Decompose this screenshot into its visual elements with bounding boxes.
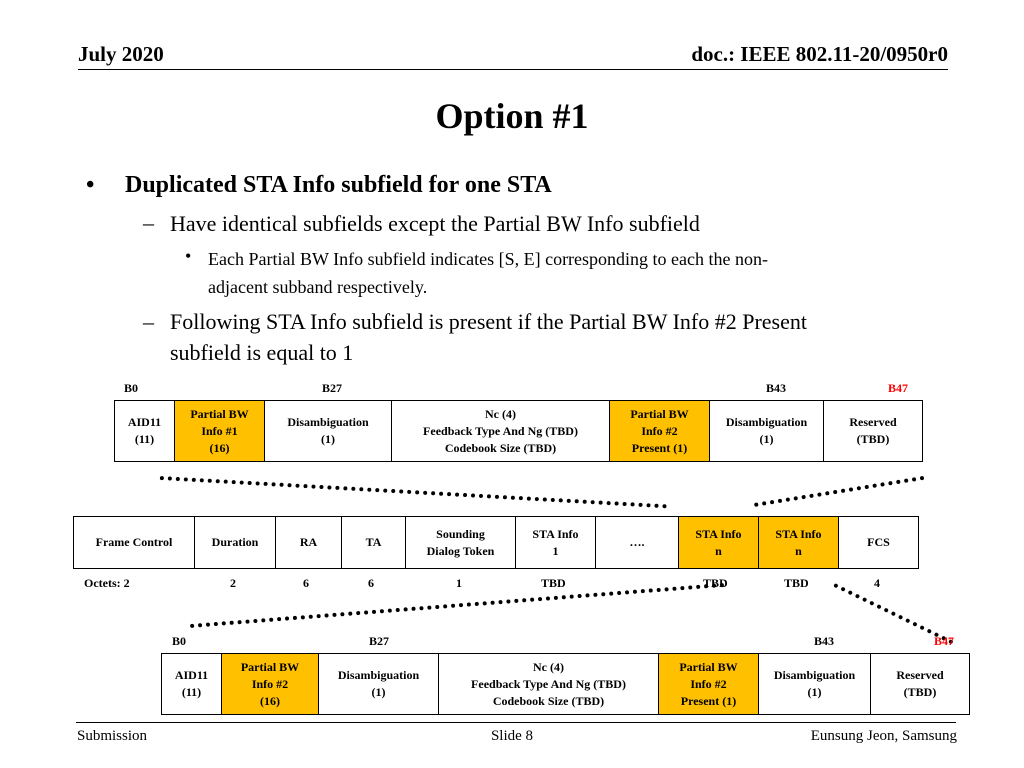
slide-title: Option #1 — [435, 96, 589, 136]
bullet-sub1-detail — [208, 245, 948, 301]
frame-field-sta-info-n-duplicate: STA Info n — [759, 517, 839, 569]
sta-info-top-row — [115, 401, 923, 462]
field-nc-feedback-codebook: Nc (4) Feedback Type And Ng (TBD) Codebook Size (TBD) — [439, 654, 659, 715]
octets-sounding: 1 — [456, 576, 462, 590]
octets-ra: 6 — [303, 576, 309, 590]
sta-info-table-top — [114, 400, 923, 462]
octets-sta-info-n-dup: TBD — [784, 576, 809, 590]
frame-field-ra: RA — [276, 517, 342, 569]
field-partial-bw-info-2-present: Partial BW Info #2 Present (1) — [659, 654, 759, 715]
sta-info-table-bottom — [161, 653, 970, 715]
connector-dotted-line — [160, 476, 667, 508]
field-aid11: AID11 (11) — [115, 401, 175, 462]
connector-dotted-line — [754, 476, 924, 507]
frame-field-ta: TA — [342, 517, 406, 569]
header-date: July 2020 — [78, 42, 164, 66]
bullet-sub1-detail-line1: Each Partial BW Info subfield indicates [S, E] corresponding to each the non- — [208, 249, 769, 269]
header-doc-id: doc.: IEEE 802.11-20/0950r0 — [691, 42, 948, 66]
octets-label: Octets: 2 — [84, 576, 130, 590]
frame-field-ellipsis: …. — [596, 517, 679, 569]
octets-ta: 6 — [368, 576, 374, 590]
frame-field-sta-info-1: STA Info 1 — [516, 517, 596, 569]
ndpa-frame-row — [74, 517, 919, 569]
field-reserved: Reserved (TBD) — [824, 401, 923, 462]
field-disambiguation-2: Disambiguation (1) — [710, 401, 824, 462]
footer-left: Submission — [77, 728, 148, 744]
bit-label-b0: B0 — [172, 634, 187, 648]
bit-label-b27: B27 — [369, 634, 390, 648]
octets-fcs: 4 — [874, 576, 880, 590]
field-partial-bw-info-2: Partial BW Info #2 (16) — [222, 654, 319, 715]
bit-label-b47: B47 — [888, 381, 909, 395]
bit-label-b0: B0 — [124, 381, 139, 395]
dash-icon: – — [143, 309, 154, 334]
bullet-sub2-line1: Following STA Info subfield is present if the Partial BW Info #2 Present — [170, 309, 807, 334]
bullet-small-icon: • — [185, 246, 192, 266]
bullet-sub2-line2: subfield is equal to 1 — [170, 340, 354, 365]
field-reserved: Reserved (TBD) — [871, 654, 970, 715]
field-partial-bw-info-1: Partial BW Info #1 (16) — [175, 401, 265, 462]
header-divider — [78, 69, 948, 70]
frame-field-fcs: FCS — [839, 517, 919, 569]
bit-label-b43: B43 — [766, 381, 787, 395]
bullet-sub1-detail-line2: adjacent subband respectively. — [208, 277, 428, 297]
frame-field-duration: Duration — [195, 517, 276, 569]
field-disambiguation-2: Disambiguation (1) — [759, 654, 871, 715]
footer-divider — [76, 722, 956, 723]
bit-label-b27: B27 — [322, 381, 343, 395]
bit-label-b43: B43 — [814, 634, 835, 648]
ndpa-frame-table — [73, 516, 919, 569]
frame-field-sounding-dialog-token: Sounding Dialog Token — [406, 517, 516, 569]
field-partial-bw-info-2-present: Partial BW Info #2 Present (1) — [610, 401, 710, 462]
footer-author: Eunsung Jeon, Samsung — [810, 728, 957, 744]
field-nc-feedback-codebook: Nc (4) Feedback Type And Ng (TBD) Codebook Size (TBD) — [392, 401, 610, 462]
bullet-sub1: Have identical subfields except the Partial BW Info subfield — [170, 211, 700, 236]
frame-field-frame-control: Frame Control — [74, 517, 195, 569]
octets-sta-info-n: TBD — [703, 576, 728, 590]
octets-sta-info-1: TBD — [541, 576, 566, 590]
dash-icon: – — [143, 210, 154, 235]
bullet-sub2 — [170, 306, 960, 368]
bullet-icon: • — [86, 172, 95, 198]
field-disambiguation: Disambiguation (1) — [265, 401, 392, 462]
field-disambiguation: Disambiguation (1) — [319, 654, 439, 715]
field-aid11: AID11 (11) — [162, 654, 222, 715]
sta-info-bottom-row — [162, 654, 970, 715]
footer-slide-number: Slide 8 — [490, 728, 534, 744]
octets-duration: 2 — [230, 576, 236, 590]
bullet-main: Duplicated STA Info subfield for one STA — [125, 172, 552, 198]
bit-label-b47: B47 — [934, 634, 955, 648]
frame-field-sta-info-n: STA Info n — [679, 517, 759, 569]
